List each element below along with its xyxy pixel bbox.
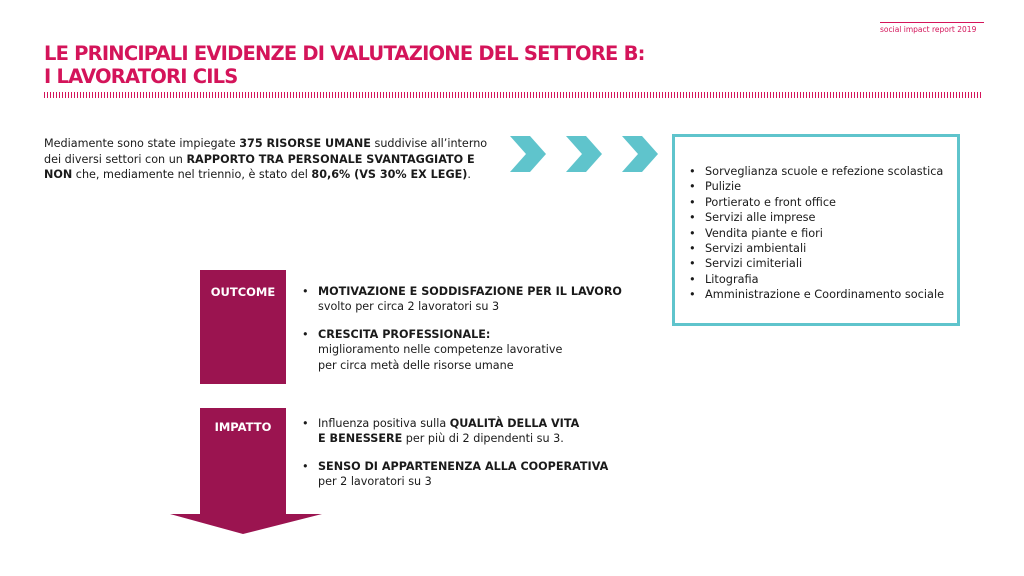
outcome-label: OUTCOME (210, 285, 276, 299)
chevron-right-icon (566, 136, 602, 172)
impatto-label: IMPATTO (214, 420, 272, 434)
title-divider (44, 92, 982, 98)
list-item: • Servizi cimiteriali (689, 256, 944, 271)
chevron-arrows-icon (508, 132, 668, 176)
page-title (44, 42, 645, 88)
intro-highlight-percentuale: 80,6% (VS 30% EX LEGE) (311, 168, 468, 182)
title-line-1: LE PRINCIPALI EVIDENZE DI VALUTAZIONE DEL SETTORE B: (44, 42, 645, 65)
list-item: • Sorveglianza scuole e refezione scolastica (689, 164, 944, 179)
impatto-points (302, 416, 642, 502)
outcome-points (302, 284, 642, 385)
sectors-list (689, 164, 944, 303)
down-arrow-icon (170, 270, 322, 536)
list-item: • Servizi alle imprese (689, 210, 944, 225)
impatto-point-appartenenza: • SENSO DI APPARTENENZA ALLA COOPERATIVA per 2 lavoratori su 3 (302, 459, 642, 490)
outcome-point-motivazione: • MOTIVAZIONE E SODDISFAZIONE PER IL LAVORO svolto per circa 2 lavoratori su 3 (302, 284, 642, 315)
list-item: • Amministrazione e Coordinamento sociale (689, 287, 944, 302)
list-item: • Pulizie (689, 179, 944, 194)
intro-highlight-risorse: 375 RISORSE UMANE (239, 137, 371, 150)
impatto-point-qualita: • Influenza positiva sulla QUALITÀ DELLA VITA E BENESSERE per più di 2 dipendenti su 3. (302, 416, 642, 447)
list-item: • Vendita piante e fiori (689, 226, 944, 241)
title-line-2: I LAVORATORI CILS (44, 65, 238, 88)
intro-highlight-rapporto: RAPPORTO TRA PERSONALE SVANTAGGIATO E NON (44, 152, 475, 182)
chevron-right-icon (622, 136, 658, 172)
list-item: • Servizi ambientali (689, 241, 944, 256)
list-item: • Litografia (689, 272, 944, 287)
chevron-right-icon (510, 136, 546, 172)
list-item: • Portierato e front office (689, 195, 944, 210)
sectors-box (672, 134, 960, 326)
intro-paragraph: Mediamente sono state impiegate 375 RISORSE UMANE suddivise all’interno dei diversi settori con un RAPPORTO TRA PERSONALE SVANTAGGIATO E NON che, mediamente nel triennio, è stato del 80,6% (VS 30% EX LEGE). (44, 137, 488, 182)
outcome-point-crescita: • CRESCITA PROFESSIONALE: miglioramento nelle competenze lavorative per circa metà delle risorse umane (302, 327, 642, 373)
report-tag: social impact report 2019 (880, 22, 984, 34)
